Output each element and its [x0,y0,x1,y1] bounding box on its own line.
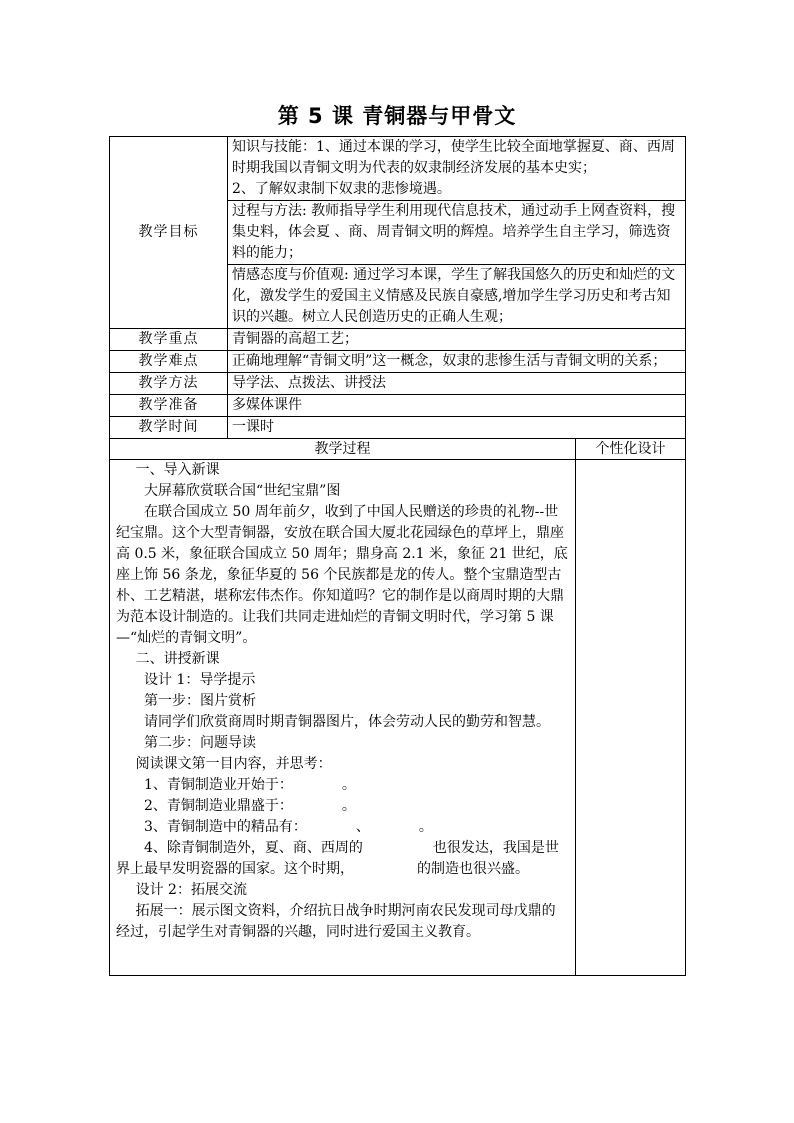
process-line: 请同学们欣赏商周时期青铜器图片，体会劳动人民的勤劳和智慧。 [144,714,550,730]
process-line: 大屏幕欣赏联合国“世纪宝鼎”图 [144,483,341,499]
process-line: 4、除青铜制造外，夏、商、西周的 也很发达，我国是世界上最早发明瓷器的国家。这个时期， 的制造也很兴盛。 [116,840,559,877]
process-header-row [110,439,686,460]
time-label: 教学时间 [110,417,228,439]
objective-row-knowledge [110,137,686,201]
process-line: 阅读课文第一目内容，并思考： [135,756,332,772]
process-body-row [110,460,686,976]
process-line: 一、导入新课 [135,462,220,478]
process-line: 设计 1：导学提示 [144,672,256,688]
objective-process: 过程与方法: 教师指导学生利用现代信息技术，通过动手上网查资料，搜集史料，体会夏 、商、周青铜文明的辉煌。培养学生自主学习，筛选资料的能力； [228,201,686,265]
objective-knowledge-line: 2、了解奴隶制下奴隶的悲惨境遇。 [232,181,451,197]
process-line: 2、青铜制造业鼎盛于： 。 [144,798,356,814]
process-line: 在联合国成立 50 周年前夕，收到了中国人民赠送的珍贵的礼物--世纪宝鼎。这个大型青铜器，安放在联合国大厦北花园绿色的草坪上，鼎座高 0.5 米，象征联合国成立 50 周年；鼎身高 2.1 米，象征 21 世纪，底座上饰 56 条龙，象征华夏的 56 个民族都是龙的传人。整个宝鼎造型古朴、工艺精湛，堪称宏伟杰作。你知道吗？它的制作是以商周时期的大鼎为范本设计制造的。让我们共同走进灿烂的青铜文明时代，学习第 5 课—“灿烂的青铜文明”。 [116,504,568,646]
method-label: 教学方法 [110,373,228,395]
preparation-label: 教学准备 [110,395,228,417]
process-line: 拓展一：展示图文资料，介绍抗日战争时期河南农民发现司母戊鼎的经过，引起学生对青铜器的兴趣，同时进行爱国主义教育。 [116,903,556,940]
objective-knowledge [228,137,686,201]
time-row [110,417,686,439]
objectives-label: 教学目标 [110,137,228,329]
process-header: 教学过程 [110,439,576,460]
process-line: 第一步：图片赏析 [144,693,256,709]
process-line: 3、青铜制造中的精品有： 、 。 [144,819,433,835]
lesson-plan-table [109,136,686,976]
process-line: 1、青铜制造业开始于： 。 [144,777,356,793]
process-content [110,460,576,976]
difficulty-row [110,351,686,373]
key-point-label: 教学重点 [110,329,228,351]
page-title: 第 5 课 青铜器与甲骨文 [277,104,517,128]
process-line: 二、讲授新课 [135,651,220,667]
key-point-row [110,329,686,351]
personal-header: 个性化设计 [576,439,686,460]
process-line: 第二步：问题导读 [144,735,256,751]
time-value: 一课时 [228,417,686,439]
method-row [110,373,686,395]
objective-knowledge-line: 知识与技能：1、通过本课的学习，使学生比较全面地掌握夏、商、西周时期我国以青铜文明为代表的奴隶制经济发展的基本史实； [232,139,675,176]
preparation-value: 多媒体课件 [228,395,686,417]
difficulty-label: 教学难点 [110,351,228,373]
process-line: 设计 2：拓展交流 [135,882,247,898]
method-value: 导学法、点拨法、讲授法 [228,373,686,395]
key-point-value: 青铜器的高超工艺； [228,329,686,351]
difficulty-value: 正确地理解“青铜文明”这一概念，奴隶的悲惨生活与青铜文明的关系； [228,351,686,373]
preparation-row [110,395,686,417]
personal-design-cell [576,460,686,976]
objective-emotion: 情感态度与价值观: 通过学习本课，学生了解我国悠久的历史和灿烂的文化，激发学生的爱国主义情感及民族自豪感,增加学生学习历史和考古知识的兴趣。树立人民创造历史的正确人生观； [228,265,686,329]
